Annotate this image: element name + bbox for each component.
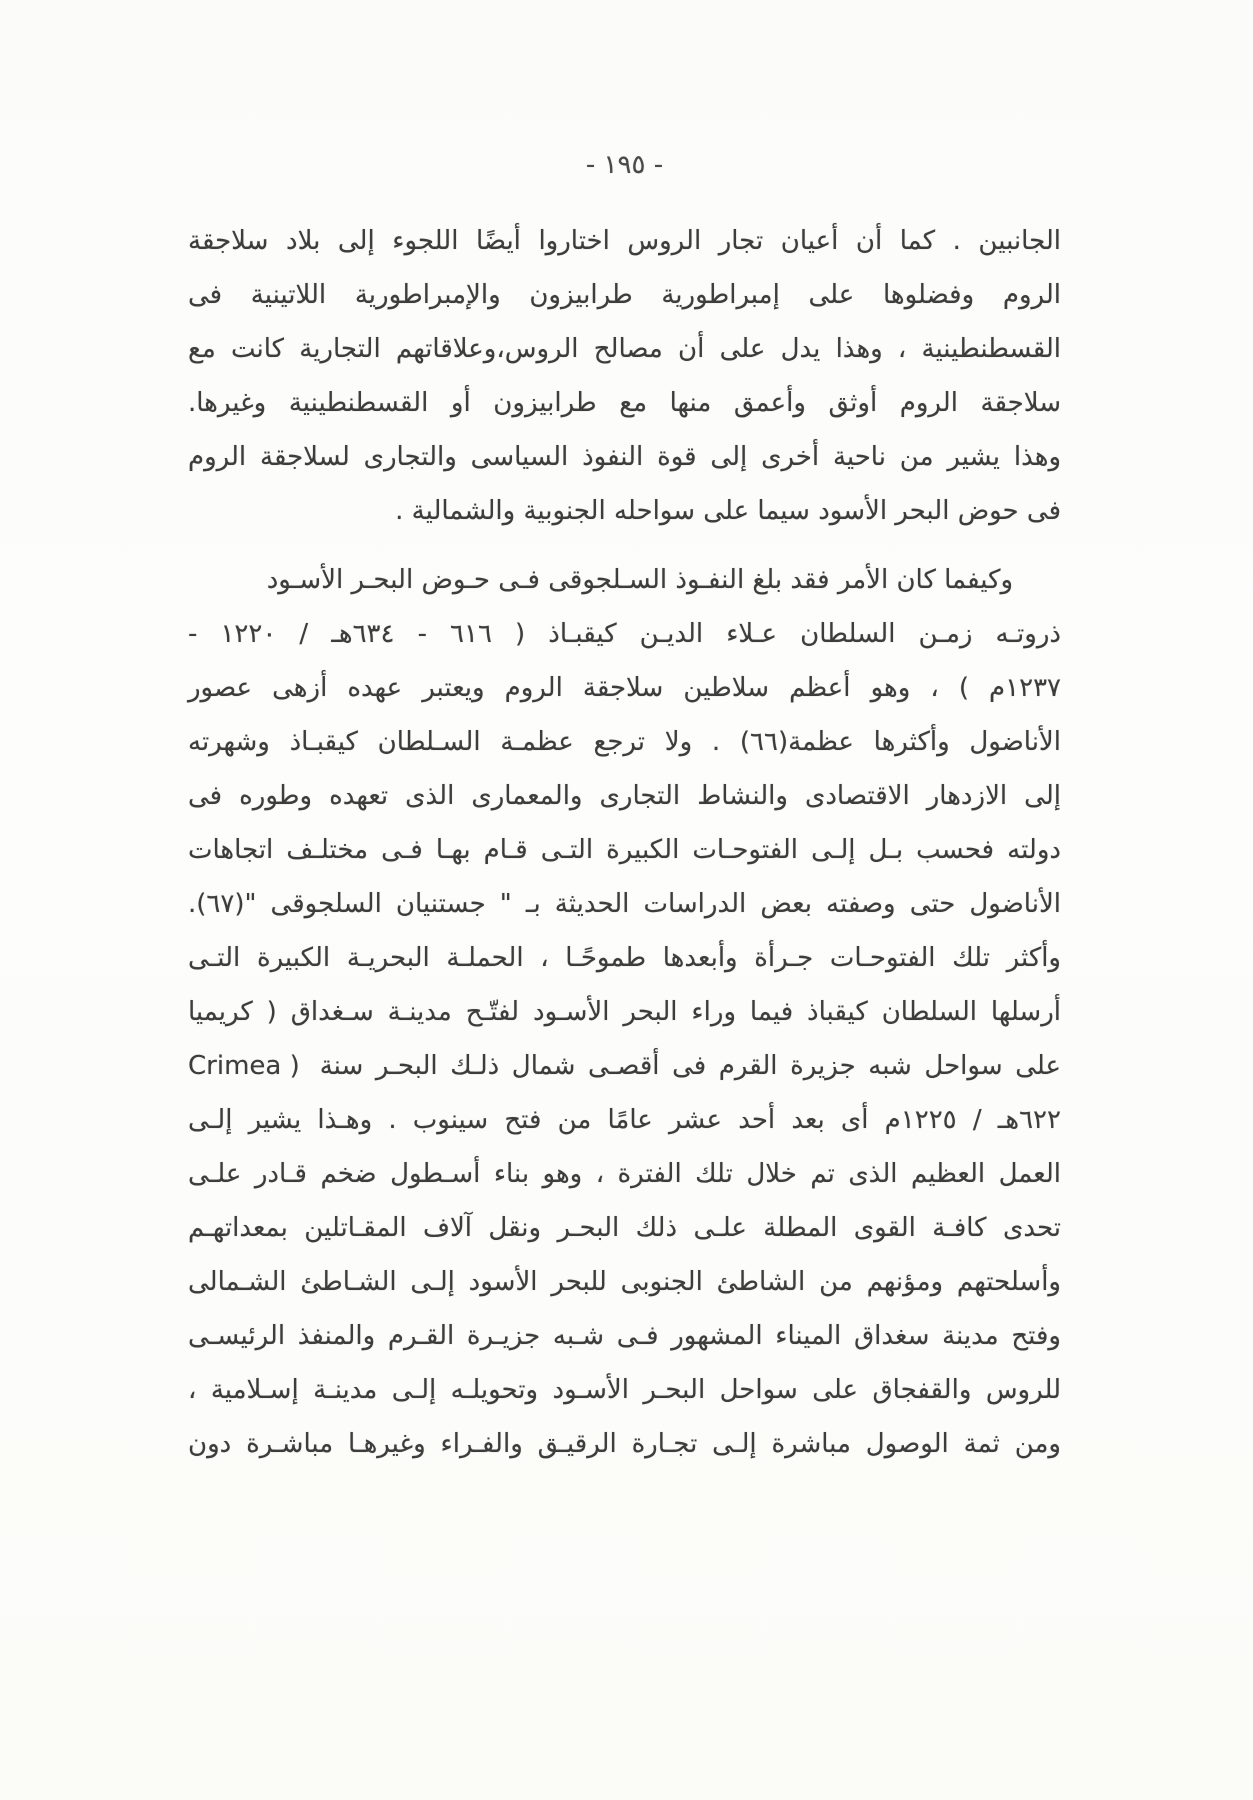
text-line: سلاجقة الروم أوثق وأعمق منها مع طرابيزون أو القسطنطينية وغيرها.	[188, 388, 1061, 418]
text-line: وأكثر تلك الفتوحـات جـرأة وأبعدها طموحًـا ، الحملـة البحريـة الكبيرة التـى	[188, 943, 1061, 973]
text-line: ٦٢٢هـ / ١٢٢٥م أى بعد أحد عشر عامًا من فتح سينوب . وهـذا يشير إلـى	[188, 1105, 1061, 1135]
text-line: ومن ثمة الوصول مباشرة إلـى تجـارة الرقيـق والفـراء وغيرهـا مباشـرة دون	[188, 1429, 1061, 1459]
text-line: أرسلها السلطان كيقباذ فيما وراء البحر الأسـود لفتّـح مدينـة سـغداق ( كريميا	[188, 997, 1061, 1027]
text-line: للروس والقفجاق على سواحل البحـر الأسـود وتحويلـه إلـى مدينـة إسـلامية ،	[188, 1375, 1061, 1405]
text-line: وفتح مدينة سغداق الميناء المشهور فـى شـبه جزيـرة القـرم والمنفذ الرئيسـى	[188, 1321, 1061, 1351]
latin-word-crimea: Crimea )	[188, 1051, 300, 1081]
text-line: تحدى كافـة القوى المطلة علـى ذلك البحـر ونقل آلاف المقـاتلين بمعداتهـم	[188, 1213, 1061, 1243]
text-line: الجانبين . كما أن أعيان تجار الروس اختاروا أيضًا اللجوء إلى بلاد سلاجقة	[188, 226, 1061, 256]
text-line: وأسلحتهم ومؤنهم من الشاطئ الجنوبى للبحر الأسود إلـى الشـاطئ الشـمالى	[188, 1267, 1061, 1297]
text-line: العمل العظيم الذى تم خلال تلك الفترة ، وهو بناء أسـطول ضخم قـادر علـى	[188, 1159, 1061, 1189]
arabic-line-segment: على سواحل شبه جزيرة القرم فى أقصـى شمال ذلـك البحـر سنة	[319, 1051, 1061, 1081]
text-line: وكيفما كان الأمر فقد بلغ النفـوذ السـلجوقى فـى حـوض البحـر الأسـود	[266, 565, 1013, 595]
page-number: - ١٩٥ -	[585, 150, 664, 180]
text-line: الأناضول حتى وصفته بعض الدراسات الحديثة بـ " جستنيان السلجوقى "(٦٧).	[188, 889, 1061, 919]
text-line-with-crimea	[188, 1039, 1061, 1093]
text-line: إلى الازدهار الاقتصادى والنشاط التجارى والمعمارى الذى تعهده وطوره فى	[188, 781, 1061, 811]
body-text	[188, 214, 1061, 1471]
text-line: وهذا يشير من ناحية أخرى إلى قوة النفوذ السياسى والتجارى لسلاجقة الروم	[188, 442, 1061, 472]
text-line: دولته فحسب بـل إلـى الفتوحـات الكبيرة التـى قـام بهـا فـى مختلـف اتجاهات	[188, 835, 1061, 865]
paragraph-1	[188, 214, 1061, 538]
text-line: ١٢٣٧م ) ، وهو أعظم سلاطين سلاجقة الروم ويعتبر عهده أزهى عصور	[188, 673, 1061, 703]
text-line: فى حوض البحر الأسود سيما على سواحله الجنوبية والشمالية .	[395, 496, 1061, 526]
text-line: الروم وفضلوها على إمبراطورية طرابيزون والإمبراطورية اللاتينية فى	[188, 280, 1061, 310]
text-line: ذروتـه زمـن السلطان عـلاء الديـن كيقبـاذ ( ٦١٦ - ٦٣٤هـ / ١٢٢٠ -	[188, 619, 1061, 649]
text-line: الأناضول وأكثرها عظمة(٦٦) . ولا ترجع عظمـة السـلطان كيقبـاذ وشهرته	[188, 727, 1061, 757]
text-line: القسطنطينية ، وهذا يدل على أن مصالح الروس،وعلاقاتهم التجارية كانت مع	[188, 334, 1061, 364]
paragraph-2	[188, 553, 1061, 1471]
